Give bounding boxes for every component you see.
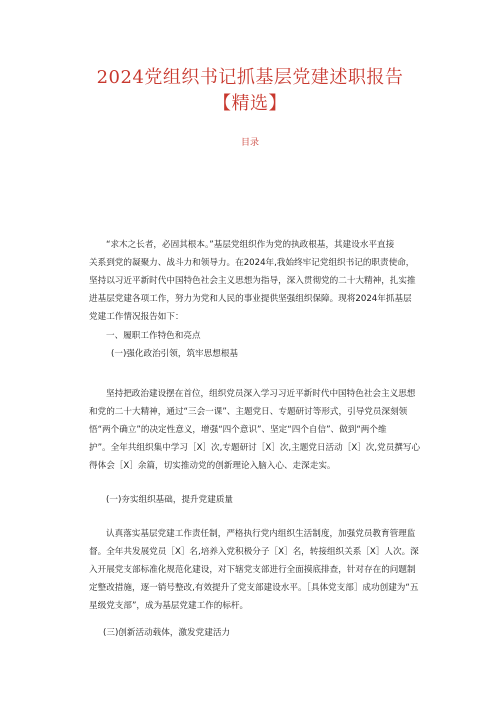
paragraph-line: 关系到党的凝聚力、战斗力和领导力。在2024年,我始终牢记党组织书记的职责使命， xyxy=(89,258,415,268)
paragraph-line: 护”。全年共组织集中学习［X］次,专题研讨［X］次,主题党日活动［X］次,党员撰写心 xyxy=(89,443,421,453)
paragraph-line: 得体会［X］余篇，切实推动党的创新理论入脑入心、走深走实。 xyxy=(89,461,336,471)
paragraph-line: 督。全年共发展党员［X］名,培养入党积极分子［X］名，转接组织关系［X］人次。深 xyxy=(89,547,419,557)
paragraph-line: 进基层党建各项工作，努力为党和人民的事业提供坚强组织保障。现将2024年抓基层 xyxy=(89,294,412,304)
paragraph-line: 坚持把政治建设摆在首位，组织党员深入学习习近平新时代中国特色社会主义思想 xyxy=(106,389,416,399)
section-paragraph xyxy=(89,525,419,615)
paragraph-line: 悟“两个确立”的决定性意义，增强“四个意识”、坚定“四个自信”、做到“两个维 xyxy=(89,425,387,435)
paragraph-line: 和党的二十大精神，通过“三会一课”、主题党日、专题研讨等形式，引导党员深刻领 xyxy=(89,407,408,417)
paragraph-line: 入开展党支部标准化规范化建设，对下辖党支部进行全面摸底排查，针对存在的问题制 xyxy=(89,565,416,575)
subsection-heading: (三)创新活动载体，激发党建活力 xyxy=(103,628,231,638)
section-paragraph xyxy=(89,385,419,475)
section-heading: 一、履职工作特色和亮点 xyxy=(106,331,201,341)
paragraph-line: “求木之长者，必固其根本。”基层党组织作为党的执政根基，其建设水平直接 xyxy=(106,240,395,250)
document-title-suffix: 【精选】 xyxy=(213,93,287,114)
paragraph-line: 定整改措施，逐一销号整改,有效提升了党支部建设水平。［具体党支部］成功创建为“五 xyxy=(89,583,419,593)
paragraph-line: 星级党支部”，成为基层党建工作的标杆。 xyxy=(89,601,249,611)
paragraph-line: 认真落实基层党建工作责任制，严格执行党内组织生活制度，加强党员教育管理监 xyxy=(106,529,416,539)
subsection-heading: (一)强化政治引领，筑牢思想根基 xyxy=(111,349,239,359)
paragraph-line: 党建工作情况报告如下： xyxy=(89,312,184,322)
subsection-heading: (一)夯实组织基础，提升党建质量 xyxy=(106,495,234,505)
intro-paragraph xyxy=(89,236,419,326)
paragraph-line: 坚持以习近平新时代中国特色社会主义思想为指导，深入贯彻党的二十大精神，扎实推 xyxy=(89,276,416,286)
document-title: 2024党组织书记抓基层党建述职报告 xyxy=(96,67,404,88)
toc-link[interactable]: 目录 xyxy=(240,138,259,148)
